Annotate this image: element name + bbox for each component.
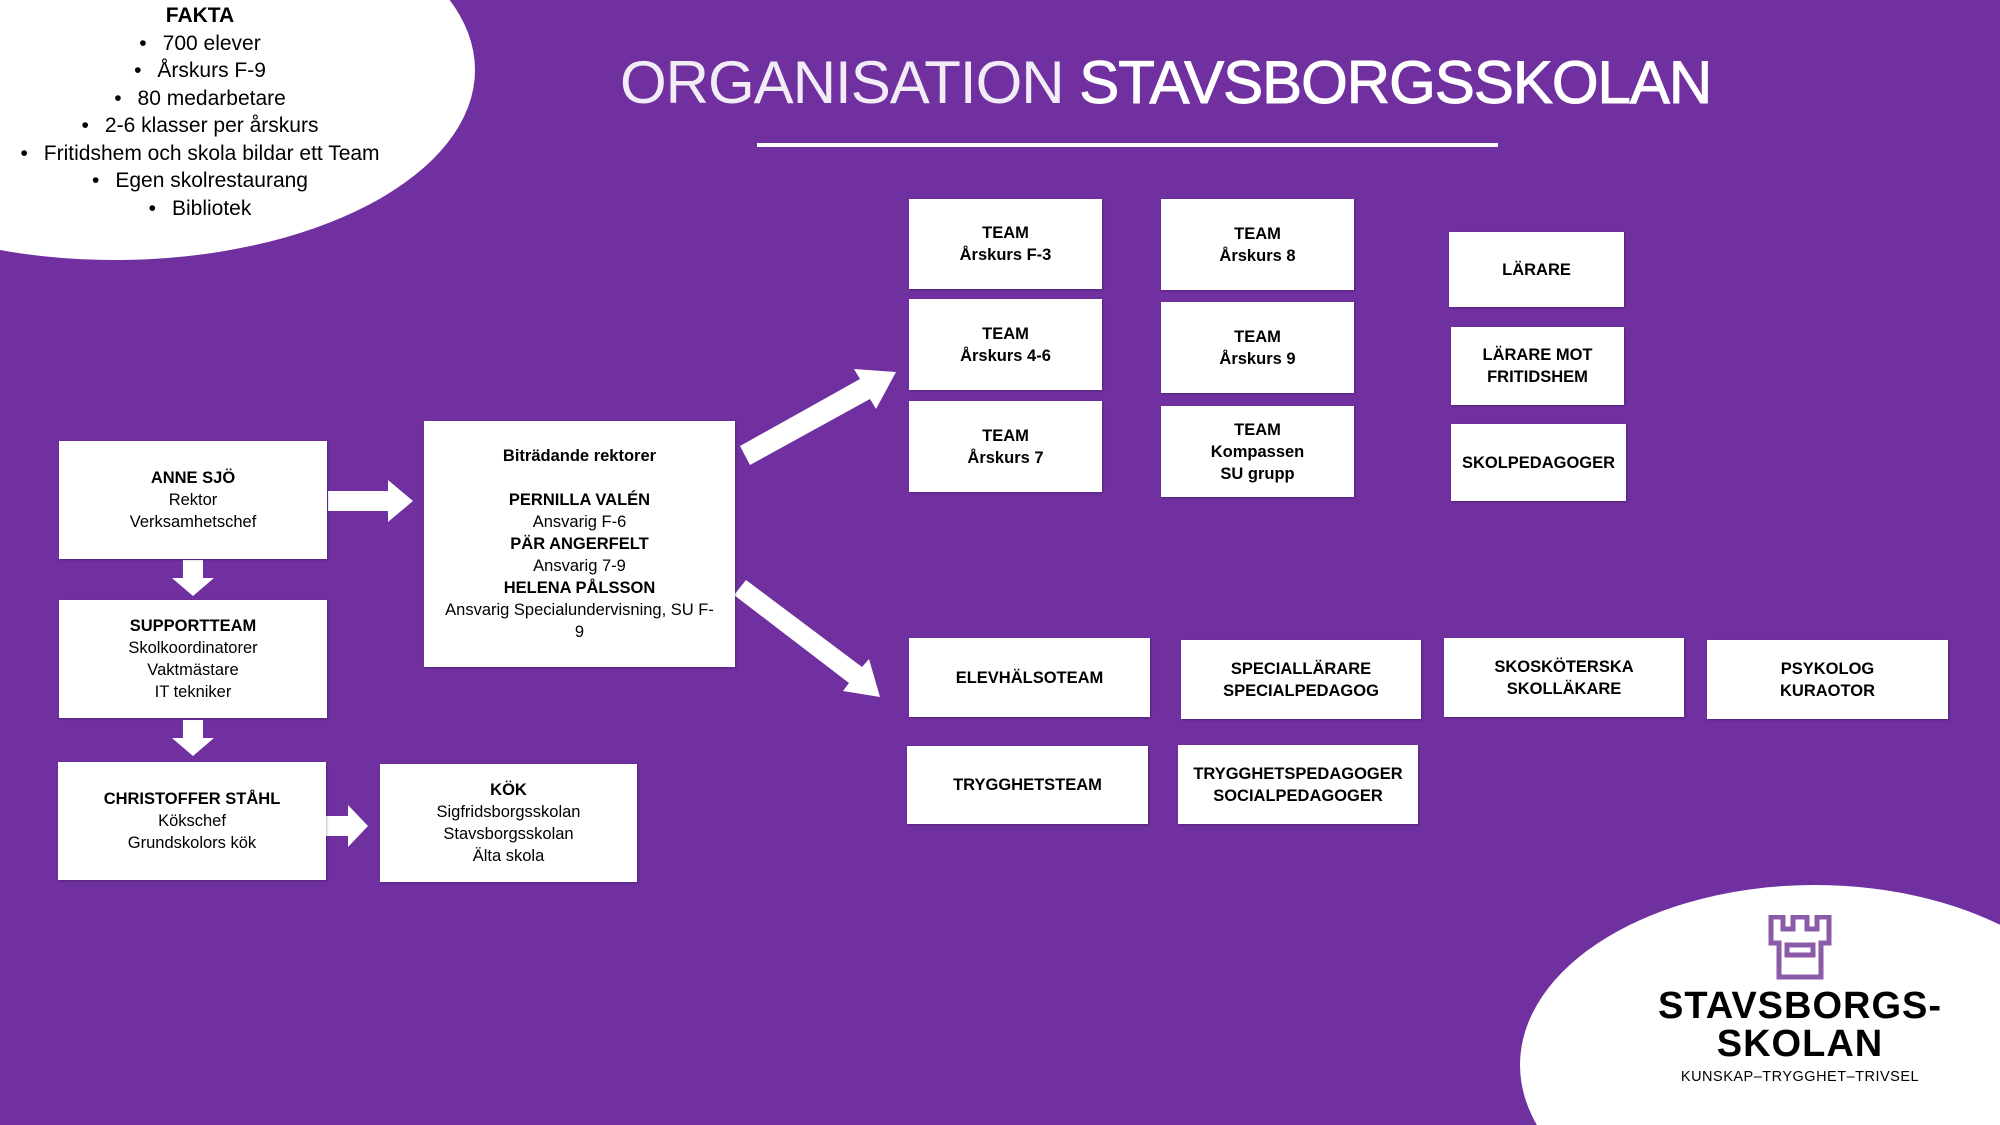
kok-name: KÖK — [490, 781, 527, 799]
logo-name-line2: SKOLAN — [1716, 1023, 1884, 1065]
kuraotor-label: KURAOTOR — [1779, 681, 1876, 700]
team-label: TEAM — [982, 324, 1029, 343]
team-grade: Årskurs 4-6 — [960, 346, 1051, 365]
facts-item: • 80 medarbetare — [0, 85, 400, 113]
facts-item: • 700 elever — [0, 30, 400, 58]
skolpedagoger-box — [1451, 424, 1626, 501]
kokchef-name: CHRISTOFFER STÅHL — [103, 790, 281, 808]
skollakare-label: SKOLLÄKARE — [1506, 679, 1622, 698]
page-title — [620, 48, 1712, 117]
facts-item: • Bibliotek — [0, 195, 400, 223]
bitradande-person-name: PERNILLA VALÉN — [508, 491, 651, 509]
bitradande-person-role: Ansvarig Specialundervisning, SU F-9 — [445, 601, 714, 641]
speciallarare-label: SPECIALLÄRARE — [1230, 659, 1372, 678]
facts-panel — [0, 2, 400, 222]
psykolog-box — [1707, 640, 1948, 719]
kokchef-line: Kökschef — [158, 812, 226, 830]
skoskoterska-label: SKOSKÖTERSKA — [1494, 657, 1634, 676]
title-light: ORGANISATION — [620, 49, 1064, 116]
school-logo — [1640, 915, 1960, 1085]
larare-fritidshem-label: LÄRARE MOT FRITIDSHEM — [1482, 346, 1593, 386]
team-7-box — [909, 401, 1102, 492]
team-label: TEAM — [1234, 224, 1281, 243]
rektor-box — [59, 441, 327, 559]
supportteam-line: IT tekniker — [154, 683, 232, 701]
kok-line: Älta skola — [472, 847, 545, 865]
title-bold: STAVSBORGSSKOLAN — [1079, 49, 1712, 116]
facts-item: • Årskurs F-9 — [0, 57, 400, 85]
arrow-rektor-to-bitradande — [328, 480, 413, 522]
speciallarare-box — [1181, 640, 1421, 719]
team-kompassen-box — [1161, 406, 1354, 497]
logo-name-line1: STAVSBORGS- — [1657, 985, 1943, 1027]
title-underline — [757, 143, 1498, 147]
skolpedagoger-label: SKOLPEDAGOGER — [1461, 453, 1616, 472]
facts-list — [0, 30, 400, 223]
arrow-kokchef-to-kok — [326, 805, 368, 847]
team-46-box — [909, 299, 1102, 390]
logo-tagline: KUNSKAP–TRYGGHET–TRIVSEL — [1680, 1069, 1920, 1085]
trygghetsteam-label: TRYGGHETSTEAM — [953, 776, 1102, 794]
facts-item: • Egen skolrestaurang — [0, 167, 400, 195]
rektor-line: Verksamhetschef — [129, 513, 257, 531]
elevhalsoteam-label: ELEVHÄLSOTEAM — [955, 668, 1104, 687]
kokchef-line: Grundskolors kök — [127, 834, 257, 852]
larare-fritidshem-box — [1451, 327, 1624, 405]
trygghetspedagoger-box — [1178, 745, 1418, 824]
team-grade: Årskurs 7 — [967, 448, 1044, 467]
kok-line: Stavsborgsskolan — [443, 825, 574, 843]
arrow-rektor-to-support — [172, 560, 214, 596]
team-f3-box — [909, 199, 1102, 289]
trygghetsteam-box — [907, 746, 1148, 824]
team-grade: Årskurs F-3 — [959, 246, 1052, 264]
team-name: SU grupp — [1220, 464, 1295, 483]
socialpedagoger-label: SOCIALPEDAGOGER — [1213, 786, 1383, 805]
team-8-box — [1161, 199, 1354, 290]
skoskoterska-box — [1444, 638, 1684, 717]
arrow-bitradande-to-teams — [740, 369, 896, 465]
elevhalsoteam-box — [909, 638, 1150, 717]
team-grade: Årskurs 9 — [1219, 349, 1296, 368]
bitradande-person-role: Ansvarig 7-9 — [533, 557, 626, 575]
larare-label: LÄRARE — [1502, 260, 1571, 279]
team-label: TEAM — [982, 426, 1029, 445]
arrow-support-to-kokchef — [172, 720, 214, 756]
facts-item: • Fritidshem och skola bildar ett Team — [0, 140, 400, 168]
supportteam-line: Skolkoordinatorer — [128, 639, 258, 657]
supportteam-line: Vaktmästare — [147, 661, 239, 679]
rektor-line: Rektor — [168, 491, 218, 509]
supportteam-name: SUPPORTTEAM — [129, 617, 257, 635]
facts-item: • 2-6 klasser per årskurs — [0, 112, 400, 140]
kokchef-box — [58, 762, 326, 880]
team-name: Kompassen — [1210, 442, 1305, 461]
team-label: TEAM — [1234, 327, 1281, 346]
trygghetspedagoger-label: TRYGGHETSPEDAGOGER — [1193, 764, 1403, 783]
arrow-bitradande-to-health — [734, 580, 880, 697]
tower-icon — [1765, 915, 1835, 981]
facts-heading: FAKTA — [165, 4, 235, 27]
rektor-name: ANNE SJÖ — [150, 469, 236, 487]
team-label: TEAM — [1234, 420, 1281, 439]
kok-line: Sigfridsborgsskolan — [436, 803, 581, 821]
team-grade: Årskurs 8 — [1219, 246, 1296, 265]
supportteam-box — [59, 600, 327, 718]
bitradande-heading: Biträdande rektorer — [502, 447, 657, 465]
kok-box — [380, 764, 637, 882]
team-label: TEAM — [982, 224, 1029, 242]
bitradande-person-name: PÄR ANGERFELT — [510, 535, 649, 553]
bitradande-person-role: Ansvarig F-6 — [532, 513, 627, 531]
bitradande-rektorer-box — [424, 421, 735, 667]
psykolog-label: PSYKOLOG — [1780, 659, 1875, 678]
bitradande-person-name: HELENA PÅLSSON — [503, 579, 656, 597]
team-9-box — [1161, 302, 1354, 393]
larare-box — [1449, 232, 1624, 307]
specialpedagog-label: SPECIALPEDAGOG — [1223, 681, 1379, 700]
